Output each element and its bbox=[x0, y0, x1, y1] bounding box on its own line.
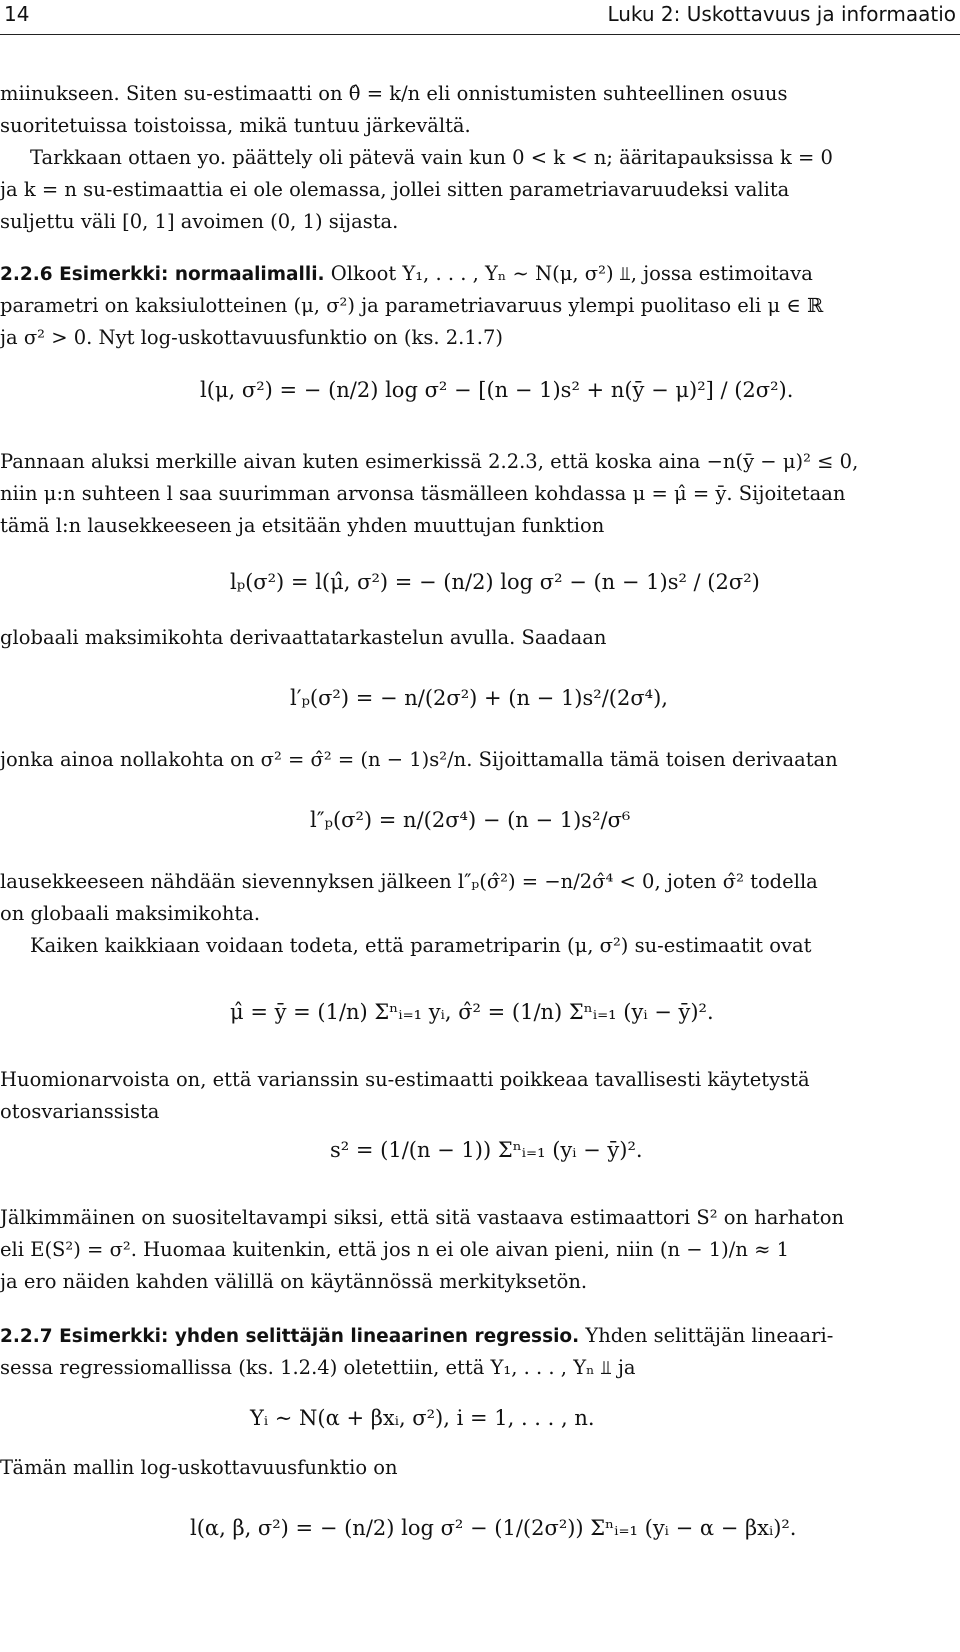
paragraph-line: niin μ:n suhteen l saa suurimman arvonsa täsmälleen kohdassa μ = μ̂ = ȳ. Sijoitetaan bbox=[0, 482, 846, 505]
paragraph-line: tämä l:n lausekkeeseen ja etsitään yhden muuttujan funktion bbox=[0, 514, 605, 537]
page-header bbox=[0, 0, 960, 34]
example-text: Yhden selittäjän lineaari- bbox=[585, 1324, 834, 1347]
paragraph-line: suljettu väli [0, 1] avoimen (0, 1) sijasta. bbox=[0, 210, 399, 233]
equation-profile-loglik: lₚ(σ²) = l(μ̂, σ²) = − (n/2) log σ² − (n − 1)s² / (2σ²) bbox=[230, 570, 760, 594]
paragraph-line: sessa regressiomallissa (ks. 1.2.4) oletettiin, että Y₁, . . . , Yₙ ⫫ ja bbox=[0, 1356, 636, 1379]
example-heading: 2.2.6 Esimerkki: normaalimalli. bbox=[0, 264, 325, 285]
equation-model: Yᵢ ∼ N(α + βxᵢ, σ²), i = 1, . . . , n. bbox=[250, 1406, 595, 1430]
paragraph-line: suoritetuissa toistoissa, mikä tuntuu järkevältä. bbox=[0, 114, 471, 137]
equation-second-derivative: l″ₚ(σ²) = n/(2σ⁴) − (n − 1)s²/σ⁶ bbox=[310, 808, 631, 832]
paragraph-line: parametri on kaksiulotteinen (μ, σ²) ja parametriavaruus ylempi puolitaso eli μ ∈ ℝ bbox=[0, 294, 824, 317]
chapter-title: Luku 2: Uskottavuus ja informaatio bbox=[607, 2, 956, 26]
header-rule bbox=[0, 34, 960, 35]
paragraph-line: miinukseen. Siten su-estimaatti on θ̂ = k/n eli onnistumisten suhteellinen osuus bbox=[0, 82, 788, 105]
example-line bbox=[0, 1320, 955, 1353]
paragraph-line: Jälkimmäinen on suositeltavampi siksi, että sitä vastaava estimaattori S² on harhaton bbox=[0, 1206, 845, 1229]
paragraph-line: Tarkkaan ottaen yo. päättely oli pätevä vain kun 0 < k < n; ääritapauksissa k = 0 bbox=[30, 146, 833, 169]
page-number: 14 bbox=[4, 2, 30, 26]
paragraph-line: jonka ainoa nollakohta on σ² = σ̂² = (n − 1)s²/n. Sijoittamalla tämä toisen derivaatan bbox=[0, 748, 838, 771]
paragraph-line: on globaali maksimikohta. bbox=[0, 902, 261, 925]
paragraph-line: Pannaan aluksi merkille aivan kuten esimerkissä 2.2.3, että koska aina −n(ȳ − μ)² ≤ 0, bbox=[0, 450, 859, 473]
example-heading: 2.2.7 Esimerkki: yhden selittäjän lineaarinen regressio. bbox=[0, 1326, 580, 1347]
paragraph-line: Tämän mallin log-uskottavuusfunktio on bbox=[0, 1456, 398, 1479]
paragraph-line: lausekkeeseen nähdään sievennyksen jälkeen l″ₚ(σ̂²) = −n/2σ̂⁴ < 0, joten σ̂² todella bbox=[0, 870, 818, 893]
paragraph-line: Kaiken kaikkiaan voidaan todeta, että parametriparin (μ, σ²) su-estimaatit ovat bbox=[30, 934, 812, 957]
paragraph-line: ja σ² > 0. Nyt log-uskottavuusfunktio on (ks. 2.1.7) bbox=[0, 326, 503, 349]
equation-loglik: l(μ, σ²) = − (n/2) log σ² − [(n − 1)s² + n(ȳ − μ)²] / (2σ²). bbox=[200, 378, 794, 402]
paragraph-line: Huomionarvoista on, että varianssin su-estimaatti poikkeaa tavallisesti käytetystä bbox=[0, 1068, 810, 1091]
paragraph-line: ja ero näiden kahden välillä on käytännössä merkityksetön. bbox=[0, 1270, 588, 1293]
equation-first-derivative: l′ₚ(σ²) = − n/(2σ²) + (n − 1)s²/(2σ⁴), bbox=[290, 686, 668, 710]
example-line bbox=[0, 258, 955, 291]
example-text: Olkoot Y₁, . . . , Yₙ ∼ N(μ, σ²) ⫫, jossa estimoitava bbox=[330, 262, 813, 285]
paragraph-line: otosvarianssista bbox=[0, 1100, 160, 1123]
equation-estimates: μ̂ = ȳ = (1/n) Σⁿᵢ₌₁ yᵢ, σ̂² = (1/n) Σⁿᵢ₌₁ (yᵢ − ȳ)². bbox=[230, 1000, 714, 1024]
paragraph-line: eli E(S²) = σ². Huomaa kuitenkin, että jos n ei ole aivan pieni, niin (n − 1)/n ≈ 1 bbox=[0, 1238, 790, 1261]
paragraph-line: ja k = n su-estimaattia ei ole olemassa, jollei sitten parametriavaruudeksi valita bbox=[0, 178, 790, 201]
equation-sample-variance: s² = (1/(n − 1)) Σⁿᵢ₌₁ (yᵢ − ȳ)². bbox=[330, 1138, 643, 1162]
equation-regression-loglik: l(α, β, σ²) = − (n/2) log σ² − (1/(2σ²)) Σⁿᵢ₌₁ (yᵢ − α − βxᵢ)². bbox=[190, 1516, 797, 1540]
paragraph-line: globaali maksimikohta derivaattatarkastelun avulla. Saadaan bbox=[0, 626, 607, 649]
